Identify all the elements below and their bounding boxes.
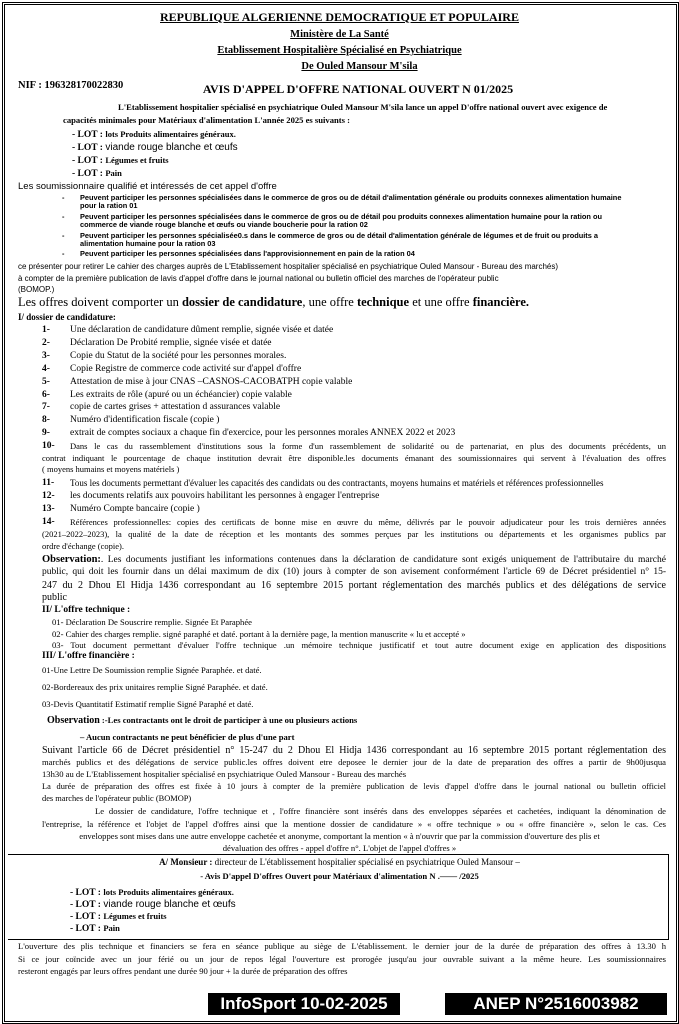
republic-heading: REPUBLIQUE ALGERIENNE DEMOCRATIQUE ET POPULAIRE [160, 10, 519, 24]
technical-item: 01- Déclaration De Souscrire remplie. Signée Et Paraphée [52, 617, 252, 627]
observation-text: . Les documents justifiant les informations contenues dans la déclaration de candidature sont exigés uniquement de l'attributaire du marché [100, 555, 666, 565]
dossier-item: (2021–2022–2023), la qualité de la date de réception et les montants des sommes perçues par les institutions ou départements et les organismes publics par [42, 529, 666, 539]
financial-item: 01-Une Lettre De Soumission remplie Signée Paraphée. et daté. [42, 665, 262, 675]
item-number: 10- [42, 441, 55, 451]
technical-item: 03- Tout document permettant d'évaluer l'offre technique .un mémoire technique justificatif et tout autre document exige en application des dispositions [52, 640, 666, 650]
dossier-item: Références professionnelles: copies des certificats de bonne mise en œuvre du même, délivrés par le pouvoir adjudicateur pour les trois dernières années [70, 517, 666, 527]
lot-item [70, 911, 167, 923]
dossier-item: Numéro Compte bancaire (copie ) [70, 504, 200, 514]
lot-value: viande rouge blanche et œufs [105, 142, 238, 153]
lot-item [70, 923, 120, 935]
eligibility-bullet: pour la ration 01 [80, 201, 138, 210]
opening-line: resteront engagés par leurs offres pendant une durée 90 jour + la durée de préparation des offres [18, 966, 348, 976]
eligibility-bullet: Peuvent participer les personnes spécialisées dans le commerce de gros ou de détail d'alimentation générale ou produits connexes alimentation humaine [80, 193, 622, 202]
item-number: 8- [42, 415, 50, 425]
deposit-line: La durée de préparation des offres est fixée à 10 jours à compter de la première publication de levis d'appel d'offre dans le journal national ou bulletin officiel [42, 782, 666, 791]
eligibility-bullet: commerce de viande rouge blanche et œufs ou viande boucherie pour la ration 02 [80, 220, 368, 229]
financial-observation [47, 715, 357, 726]
lot-item [70, 899, 236, 911]
envelope-subject: - Avis D'appel D'offres Ouvert pour Matériaux d'alimentation N .—— /2025 [200, 871, 479, 881]
lot-item [70, 887, 234, 899]
envelope-line: dévaluation des offres - appel d'offre n°. L'objet de l'appel d'offres » [222, 843, 457, 853]
financial-item: 02-Bordereaux des prix unitaires remplie Signé Paraphée. et daté. [42, 682, 268, 692]
lot-label: - LOT : [70, 912, 101, 922]
lot-label: - LOT : [72, 156, 103, 166]
opening-line: Si ce jour coïncide avec un jour férié ou un jour de repos légal l'ouverture est prorogée jusqu'au jour ouvrable suivant a la même heure. Les soumissionnaires [18, 954, 666, 964]
lot-value: Pain [103, 923, 120, 933]
dossier-item: copie de cartes grises + attestation d assurances valable [70, 402, 281, 412]
retrieval-line: ce présenter pour retirer Le cahier des charges auprès de L'Etablissement hospitalier spécialisé en psychiatrique Ouled Mansour - Bureau des marchés) [18, 262, 559, 271]
statement-text: Les offres doivent comporter un [18, 295, 182, 309]
lot-item [72, 168, 122, 180]
ministry-heading: Ministère de La Santé [290, 29, 389, 40]
envelope-line: l'entreprise, la référence et l'objet de l'appel d'offres ainsi que la mentione dossier de candidature » « offre technique » ou « offre financière », selon le cas. Ces [42, 819, 666, 829]
lot-item [72, 142, 238, 154]
technical-item: 02- Cahier des charges remplie. signé paraphé et daté. portant à la dernière page, la mention manuscrite « lu et accepté » [52, 629, 466, 639]
dossier-item: les documents relatifs aux pouvoirs habilitant les personnes à engager l'entreprise [70, 491, 380, 501]
eligibility-bullet: Peuvent participer les personnes spécialisées dans le commerce de gros ou de détail pou produits connexes alimentation humaine pour la ration ou [80, 212, 602, 221]
lot-value: Légumes et fruits [103, 911, 167, 921]
dossier-item: Attestation de mise à jour CNAS –CASNOS-CACOBATPH copie valable [70, 377, 353, 387]
item-number: 4- [42, 364, 50, 374]
lot-value: viande rouge blanche et œufs [103, 899, 236, 910]
envelope-line: Le dossier de candidature, l'offre technique et , l'offre financière sont insérés dans des enveloppes séparées et cachetées, indiquant la dénomination de [95, 806, 666, 816]
observation-text: 247 du 2 Dhou El Hidja 1436 correspondant au 16 septembre 2015 portant réglementation des marchés publics et des délégations de service [42, 580, 666, 591]
retrieval-line: (BOMOP.) [18, 285, 55, 294]
dossier-item: extrait de comptes sociaux a chaque fin d'exercice, pour les personnes morales ANNEX 2022 et 2023 [70, 428, 456, 438]
offers-statement [18, 297, 529, 308]
item-number: 2- [42, 338, 50, 348]
statement-text: , une offre [302, 295, 357, 309]
lot-value: Pain [105, 168, 122, 178]
dossier-item: Les extraits de rôle (apuré ou un échéancier) copie valable [70, 390, 292, 400]
observation-text: :-Les contractants ont le droit de participer à une ou plusieurs actions [99, 715, 358, 725]
dossier-item: Tous les documents permettant d'évaluer les capacités des candidats ou des contractants, moyens humains et matériels et références professionnelles [70, 478, 604, 488]
item-number: 5- [42, 377, 50, 387]
lot-label: - LOT : [72, 143, 103, 153]
item-number: 14- [42, 517, 55, 527]
observation-text: public [42, 592, 67, 603]
deposit-line: des marches de l'opérateur public (BOMOP) [42, 794, 192, 803]
lot-label: - LOT : [70, 924, 101, 934]
statement-technique: technique [356, 295, 410, 309]
statement-text: et une offre [409, 295, 473, 309]
intro-line: L'Etablissement hospitalier spécialisé en psychiatrique Ouled Mansour M'sila lance un appel D'offre national ouvert avec exigence de [118, 102, 608, 112]
observation-label: Observation [47, 715, 100, 726]
location-heading: De Ouled Mansour M'sila [301, 61, 418, 72]
addressee-label: A/ Monsieur : [159, 857, 213, 867]
dossier-item: ordre d'échange (copie). [42, 541, 124, 551]
eligibility-bullet: alimentation humaine pour la ration 03 [80, 239, 216, 248]
eligibility-bullet: Peuvent participer les personnes spécialisées dans l'approvisionnement en pain de la ration 04 [80, 249, 415, 258]
financial-item: 03-Devis Quantitatif Estimatif remplie Signé Paraphé et daté. [42, 699, 254, 709]
item-number: 1- [42, 325, 50, 335]
dossier-item: contrat indiquant le pourcentage de chaque institution devrait être disponible.les documents émanant des soumissionnaires qui servent à l'évaluation des offres [42, 453, 666, 463]
dossier-item: Numéro d'identification fiscale (copie ) [70, 415, 220, 425]
establishment-heading: Etablissement Hospitalière Spécialisé en Psychiatrique [217, 45, 462, 56]
eligibility-heading: Les soumissionnaire qualifié et intéressés de cet appel d'offre [18, 181, 277, 192]
bullet-icon: - [62, 212, 65, 221]
intro-line: capacités minimales pour Matériaux d'alimentation L'année 2025 es suivants : [63, 115, 351, 125]
nif-number: NIF : 196328170022830 [18, 80, 124, 91]
dossier-heading: I/ dossier de candidature: [18, 312, 116, 322]
dossier-item: Copie du Statut de la société pour les personnes morales. [70, 351, 287, 361]
dossier-observation [42, 554, 666, 565]
financial-heading: III/ L'offre financière : [42, 651, 135, 661]
bullet-icon: - [62, 249, 65, 258]
bullet-icon: - [62, 193, 65, 202]
item-number: 7- [42, 402, 50, 412]
dossier-item: Copie Registre de commerce code activité sur d'appel d'offre [70, 364, 302, 374]
lot-label: - LOT : [70, 888, 101, 898]
retrieval-line: à compter de la première publication de lavis d'appel d'offre dans le journal national ou bulletin officiel des marches de l'opérateur public [18, 274, 499, 283]
envelope-line: enveloppes sont mises dans une autre enveloppe cachetée et anonyme, comportant la mention « à n'ouvrir que par la commission d'ouverture des plis et [79, 831, 600, 841]
lot-value: lots Produits alimentaires généraux. [103, 887, 234, 897]
lot-item [72, 155, 169, 167]
addressee-text: directeur de L'établissement hospitalier spécialisé en psychiatrique Ouled Mansour – [212, 857, 520, 867]
technical-heading: II/ L'offre technique : [42, 605, 131, 615]
observation-text: public, qui doit les fournir dans un délai maximum de dix (10) jours à compter de son avisement conformément l'article 69 de Décret présidentiel n° 15- [42, 567, 666, 577]
dossier-item: Une déclaration de candidature dûment remplie, signée visée et datée [70, 325, 334, 335]
item-number: 13- [42, 504, 55, 514]
dossier-item: ( moyens humains et moyens matériels ) [42, 464, 180, 474]
single-lot-note: – Aucun contractants ne peut bénéficier de plus d'une part [80, 732, 295, 742]
addressee [0, 857, 679, 868]
item-number: 3- [42, 351, 50, 361]
item-number: 6- [42, 390, 50, 400]
item-number: 9- [42, 428, 50, 438]
eligibility-bullet: Peuvent participer les personnes spécialisée0.s dans le commerce de gros ou de détail d'alimentation générale de légumes et de fruit ou produits a [80, 231, 599, 240]
lot-value: Légumes et fruits [105, 155, 169, 165]
deposit-line: Suivant l'article 66 de Décret présidentiel n° 15-247 du 2 Dhou El Hidja 1436 correspondant au 16 septembre 2015 portant réglementation des [42, 745, 666, 756]
dossier-item: Déclaration De Probité remplie, signée visée et datée [70, 338, 272, 348]
lot-value: lots Produits alimentaires généraux. [105, 129, 236, 139]
deposit-line: marchés publics et des délégations de service public.les offres doivent etre deposee le dernier jour de la date de preparation des offres a partir de 9h00jusqua [42, 757, 666, 767]
bullet-icon: - [62, 231, 65, 240]
item-number: 11- [42, 478, 55, 488]
tender-title: AVIS D'APPEL D'OFFRE NATIONAL OUVERT N 01/2025 [202, 82, 514, 96]
lot-label: - LOT : [70, 900, 101, 910]
statement-financiere: financière. [472, 295, 530, 309]
dossier-item: Dans le cas du rassemblement d'institutions sous la forme d'un rassemblement de solidarité ou de partenariat, en plus des documents précédents, un [70, 441, 666, 451]
lot-label: - LOT : [72, 130, 103, 140]
item-number: 12- [42, 491, 55, 501]
observation-label: Observation: [42, 554, 101, 565]
statement-dossier: dossier de candidature [181, 295, 303, 309]
lot-label: - LOT : [72, 169, 103, 179]
anep-number-badge: ANEP N°2516003982 [445, 993, 667, 1015]
opening-line: L'ouverture des plis technique et financiers se fera en séance publique au siège de L'établissement. le dernier jour de la durée de préparation des offres à 13.30 h [18, 941, 666, 951]
deposit-line: 13h30 au de L'Etablissement hospitalier spécialisé en psychiatrique Ouled Mansour - Bureau des marchés [42, 769, 407, 779]
publication-badge: InfoSport 10-02-2025 [208, 993, 400, 1015]
lot-item [72, 129, 236, 141]
